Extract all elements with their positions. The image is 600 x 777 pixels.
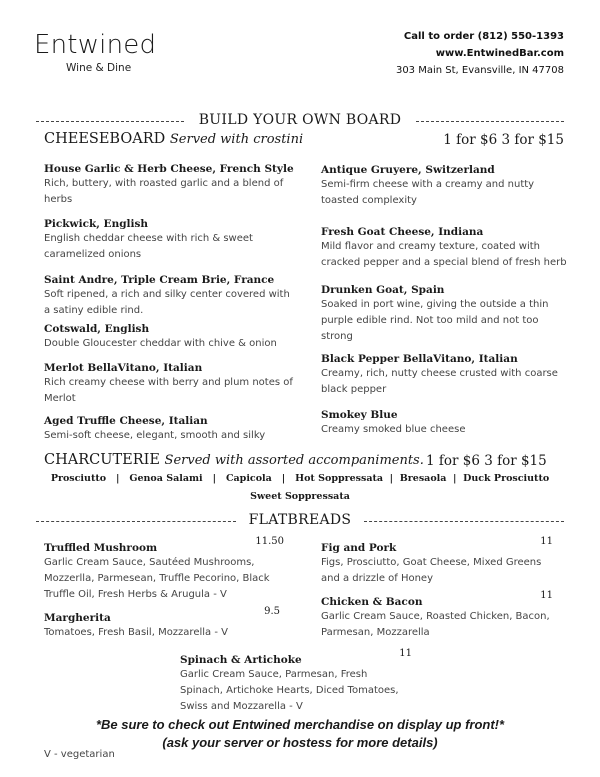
vegetarian-legend: V - vegetarian bbox=[44, 749, 115, 760]
cheese-item bbox=[321, 283, 571, 345]
item-desc: Rich creamy cheese with berry and plum notes of Merlot bbox=[44, 377, 293, 404]
flatbread-item bbox=[321, 536, 553, 587]
cheeseboard-label: CHEESEBOARD bbox=[44, 131, 166, 147]
charcuterie-list bbox=[20, 470, 580, 506]
item-desc: Soaked in port wine, giving the outside a thin purple edible rind. Not too mild and not too strong bbox=[321, 299, 549, 342]
item-desc: English cheddar cheese with rich & sweet caramelized onions bbox=[44, 233, 253, 260]
item-desc: Garlic Cream Sauce, Sautéed Mushrooms, Mozzerlla, Parmesean, Truffle Pecorino, Black Truffle Oil, Fresh Herbs & Arugula - V bbox=[44, 557, 270, 600]
item-price: 11 bbox=[540, 590, 553, 601]
server-note: (ask your server or hostess for more details) bbox=[162, 735, 438, 750]
charcuterie-price: 1 for $6 3 for $15 bbox=[426, 453, 547, 469]
item-name: Chicken & Bacon bbox=[321, 596, 423, 608]
cheeseboard-heading bbox=[44, 131, 303, 147]
item-desc: Semi-soft cheese, elegant, smooth and silky bbox=[44, 430, 266, 441]
flatbread-item bbox=[321, 590, 553, 641]
item-desc: Creamy smoked blue cheese bbox=[321, 424, 466, 435]
flatbread-item bbox=[180, 648, 412, 715]
divider bbox=[36, 521, 236, 522]
contact-block bbox=[396, 28, 564, 79]
item-desc: Mild flavor and creamy texture, coated with cracked pepper and a special blend of fresh herb bbox=[321, 241, 567, 268]
item-desc: Garlic Cream Sauce, Parmesan, Fresh Spinach, Artichoke Hearts, Diced Tomatoes, Swiss and Mozzarella - V bbox=[180, 669, 399, 712]
item-desc: Soft ripened, a rich and silky center covered with a satiny edible rind. bbox=[44, 289, 290, 316]
cheese-item bbox=[44, 361, 294, 407]
charcuterie-label: CHARCUTERIE bbox=[44, 452, 160, 468]
item-name: Margherita bbox=[44, 612, 111, 624]
item-name: Fig and Pork bbox=[321, 542, 397, 554]
footer-note bbox=[60, 716, 540, 752]
item-name: Smokey Blue bbox=[321, 409, 398, 421]
item-name: Cotswald, English bbox=[44, 323, 150, 335]
divider bbox=[36, 121, 184, 122]
item-price: 11 bbox=[399, 648, 412, 659]
item-name: Spinach & Artichoke bbox=[180, 654, 302, 666]
item-price: 9.5 bbox=[264, 606, 280, 617]
item-desc: Creamy, rich, nutty cheese crusted with coarse black pepper bbox=[321, 368, 558, 395]
cheese-item bbox=[44, 273, 294, 319]
logo-title: Entwined bbox=[34, 30, 157, 60]
address: 303 Main St, Evansville, IN 47708 bbox=[395, 65, 564, 76]
charcuterie-sub: Served with assorted accompaniments. bbox=[164, 453, 424, 468]
flatbread-item bbox=[44, 536, 284, 603]
cheeseboard-sub: Served with crostini bbox=[169, 132, 304, 147]
cheese-item bbox=[321, 225, 571, 271]
item-desc: Rich, buttery, with roasted garlic and a blend of herbs bbox=[44, 178, 284, 205]
cheese-item bbox=[44, 217, 294, 263]
cheeseboard-price: 1 for $6 3 for $15 bbox=[443, 132, 564, 148]
charcuterie-line: Prosciutto | Genoa Salami | Capicola | Hot Soppressata | Bresaola | Duck Prosciutto bbox=[50, 473, 550, 484]
item-name: Pickwick, English bbox=[44, 218, 149, 230]
item-desc: Garlic Cream Sauce, Roasted Chicken, Bacon, Parmesan, Mozzarella bbox=[321, 611, 550, 638]
item-name: House Garlic & Herb Cheese, French Style bbox=[44, 163, 294, 175]
item-name: Aged Truffle Cheese, Italian bbox=[44, 415, 208, 427]
phone: Call to order (812) 550-1393 bbox=[403, 31, 564, 42]
cheese-item bbox=[321, 352, 571, 398]
cheese-item bbox=[321, 408, 571, 438]
item-desc: Semi-firm cheese with a creamy and nutty toasted complexity bbox=[321, 179, 535, 206]
cheese-item bbox=[44, 162, 294, 208]
flatbread-item bbox=[44, 606, 280, 641]
charcuterie-line: Sweet Soppressata bbox=[250, 491, 350, 502]
divider bbox=[364, 521, 564, 522]
cheese-item bbox=[321, 163, 571, 209]
item-name: Antique Gruyere, Switzerland bbox=[321, 164, 495, 176]
cheese-item bbox=[44, 414, 294, 444]
logo-subtitle: Wine & Dine bbox=[66, 62, 132, 74]
item-name: Black Pepper BellaVitano, Italian bbox=[321, 353, 518, 365]
item-desc: Double Gloucester cheddar with chive & onion bbox=[44, 338, 277, 349]
website: www.EntwinedBar.com bbox=[435, 48, 564, 59]
item-desc: Figs, Prosciutto, Goat Cheese, Mixed Greens and a drizzle of Honey bbox=[321, 557, 542, 584]
item-desc: Tomatoes, Fresh Basil, Mozzarella - V bbox=[44, 627, 228, 638]
item-price: 11 bbox=[540, 536, 553, 547]
item-name: Fresh Goat Cheese, Indiana bbox=[321, 226, 484, 238]
charcuterie-heading bbox=[44, 452, 424, 468]
flatbreads-title: FLATBREADS bbox=[248, 512, 352, 528]
item-price: 11.50 bbox=[255, 536, 284, 547]
item-name: Truffled Mushroom bbox=[44, 542, 158, 554]
board-title: BUILD YOUR OWN BOARD bbox=[198, 112, 402, 128]
cheese-item bbox=[44, 322, 294, 352]
item-name: Merlot BellaVitano, Italian bbox=[44, 362, 203, 374]
item-name: Saint Andre, Triple Cream Brie, France bbox=[44, 274, 275, 286]
merch-note: *Be sure to check out Entwined merchandise on display up front!* bbox=[95, 717, 505, 732]
item-name: Drunken Goat, Spain bbox=[321, 284, 445, 296]
divider bbox=[416, 121, 564, 122]
